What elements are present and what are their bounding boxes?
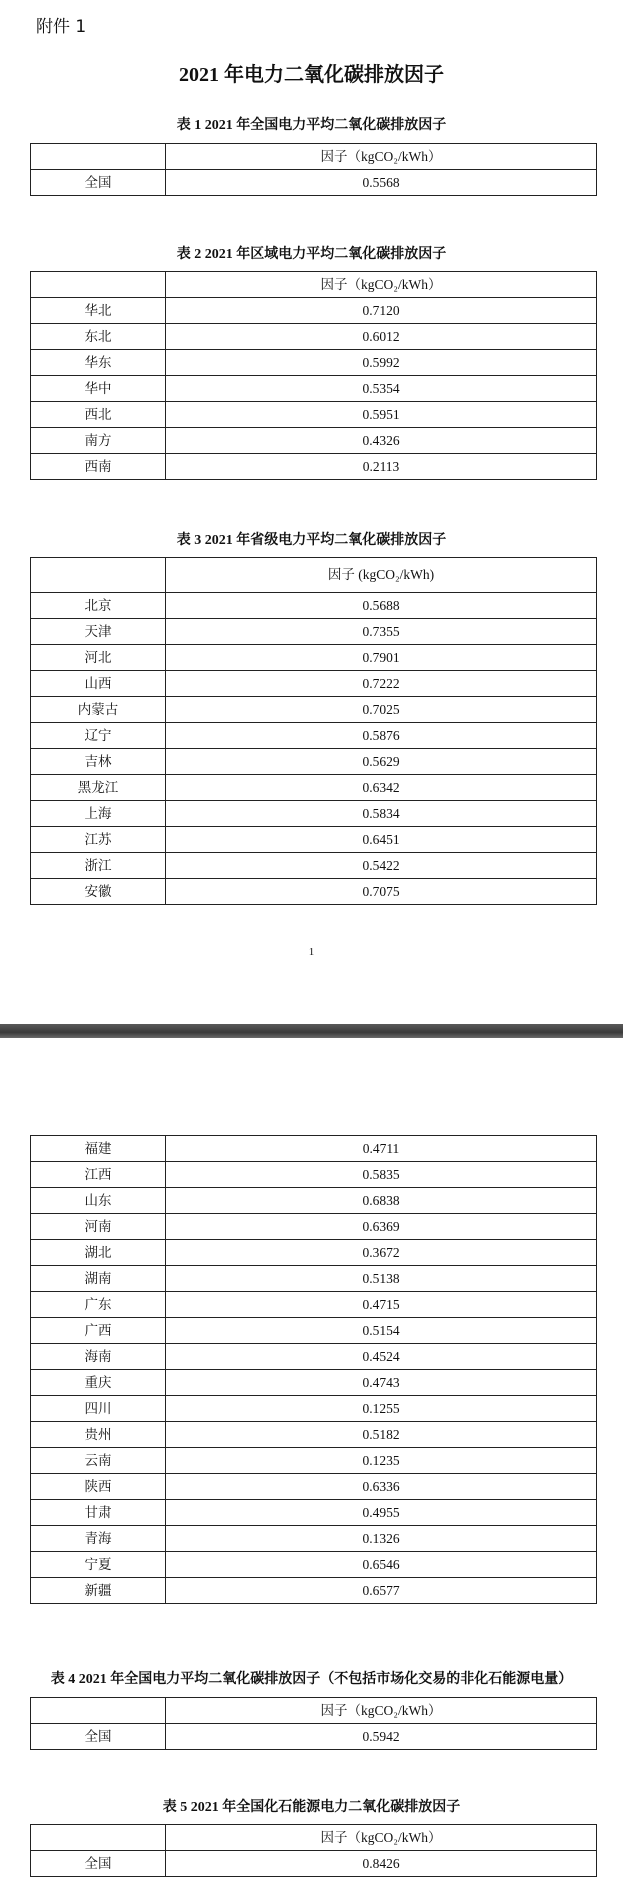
table-row (31, 402, 597, 428)
region-cell: 全国 (31, 1724, 166, 1750)
table-row (31, 879, 597, 905)
region-cell: 江西 (31, 1162, 166, 1188)
factor-value-cell: 0.4955 (166, 1500, 597, 1526)
factor-value-cell: 0.7901 (166, 645, 597, 671)
region-cell: 西北 (31, 402, 166, 428)
header-unit-cell: 因子 (kgCO₂/kWh) (166, 558, 597, 593)
factor-value-cell: 0.1326 (166, 1526, 597, 1552)
table-row (31, 619, 597, 645)
factor-value-cell: 0.7025 (166, 697, 597, 723)
factor-value-cell: 0.4711 (166, 1136, 597, 1162)
page-number: 1 (308, 946, 315, 958)
factor-value-cell: 0.5992 (166, 350, 597, 376)
region-cell: 北京 (31, 593, 166, 619)
region-cell: 上海 (31, 801, 166, 827)
region-cell: 四川 (31, 1396, 166, 1422)
table-row (31, 1448, 597, 1474)
table-header-row (31, 272, 597, 298)
table-header-row (31, 144, 597, 170)
table-row (31, 454, 597, 480)
table-row (31, 1724, 597, 1750)
table4-caption: 表 4 2021 年全国电力平均二氧化碳排放因子（不包括市场化交易的非化石能源电量） (50, 1672, 573, 1687)
table-row (31, 1422, 597, 1448)
attachment-label: 附件 1 (36, 17, 87, 37)
factor-value-cell: 0.5629 (166, 749, 597, 775)
table-row (31, 697, 597, 723)
region-cell: 湖南 (31, 1266, 166, 1292)
table-row (31, 1214, 597, 1240)
table-row (31, 1396, 597, 1422)
factor-value-cell: 0.5834 (166, 801, 597, 827)
region-cell: 新疆 (31, 1578, 166, 1604)
region-cell: 江苏 (31, 827, 166, 853)
table-row (31, 1266, 597, 1292)
region-cell: 青海 (31, 1526, 166, 1552)
region-cell: 黑龙江 (31, 775, 166, 801)
factor-value-cell: 0.7355 (166, 619, 597, 645)
header-blank-cell (31, 1698, 166, 1724)
factor-value-cell: 0.5138 (166, 1266, 597, 1292)
factor-value-cell: 0.1235 (166, 1448, 597, 1474)
table-header-row (31, 1825, 597, 1851)
table-row (31, 749, 597, 775)
factor-value-cell: 0.4326 (166, 428, 597, 454)
region-cell: 山东 (31, 1188, 166, 1214)
header-unit-cell: 因子（kgCO₂/kWh） (166, 1698, 597, 1724)
header-unit-cell: 因子（kgCO₂/kWh） (166, 144, 597, 170)
region-cell: 浙江 (31, 853, 166, 879)
region-cell: 甘肃 (31, 1500, 166, 1526)
table5 (30, 1824, 597, 1877)
region-cell: 全国 (31, 170, 166, 196)
table1-caption: 表 1 2021 年全国电力平均二氧化碳排放因子 (176, 118, 447, 133)
region-cell: 海南 (31, 1344, 166, 1370)
header-unit-cell: 因子（kgCO₂/kWh） (166, 1825, 597, 1851)
factor-value-cell: 0.6369 (166, 1214, 597, 1240)
table-row (31, 1188, 597, 1214)
region-cell: 山西 (31, 671, 166, 697)
region-cell: 天津 (31, 619, 166, 645)
table-row (31, 1500, 597, 1526)
table-header-row (31, 558, 597, 593)
factor-value-cell: 0.5154 (166, 1318, 597, 1344)
table-row (31, 1318, 597, 1344)
region-cell: 华北 (31, 298, 166, 324)
factor-value-cell: 0.2113 (166, 454, 597, 480)
table-row (31, 376, 597, 402)
table-row (31, 645, 597, 671)
table-row (31, 1370, 597, 1396)
page-separator (0, 1024, 623, 1038)
table-row (31, 428, 597, 454)
factor-value-cell: 0.6838 (166, 1188, 597, 1214)
region-cell: 华东 (31, 350, 166, 376)
table-row (31, 801, 597, 827)
table-row (31, 1526, 597, 1552)
header-blank-cell (31, 144, 166, 170)
factor-value-cell: 0.7075 (166, 879, 597, 905)
factor-value-cell: 0.5354 (166, 376, 597, 402)
region-cell: 吉林 (31, 749, 166, 775)
factor-value-cell: 0.3672 (166, 1240, 597, 1266)
table-row (31, 775, 597, 801)
table-row (31, 827, 597, 853)
table-row (31, 671, 597, 697)
table-header-row (31, 1698, 597, 1724)
region-cell: 内蒙古 (31, 697, 166, 723)
factor-value-cell: 0.7120 (166, 298, 597, 324)
table-row (31, 324, 597, 350)
region-cell: 东北 (31, 324, 166, 350)
factor-value-cell: 0.1255 (166, 1396, 597, 1422)
region-cell: 云南 (31, 1448, 166, 1474)
factor-value-cell: 0.5876 (166, 723, 597, 749)
table-row (31, 298, 597, 324)
factor-value-cell: 0.6451 (166, 827, 597, 853)
factor-value-cell: 0.7222 (166, 671, 597, 697)
header-blank-cell (31, 558, 166, 593)
factor-value-cell: 0.5568 (166, 170, 597, 196)
page-title: 2021 年电力二氧化碳排放因子 (179, 64, 444, 86)
table-row (31, 170, 597, 196)
factor-value-cell: 0.4743 (166, 1370, 597, 1396)
table-row (31, 350, 597, 376)
factor-value-cell: 0.6342 (166, 775, 597, 801)
region-cell: 河北 (31, 645, 166, 671)
factor-value-cell: 0.6012 (166, 324, 597, 350)
table3-part1 (30, 557, 597, 905)
factor-value-cell: 0.5182 (166, 1422, 597, 1448)
table3-caption: 表 3 2021 年省级电力平均二氧化碳排放因子 (176, 533, 447, 548)
table1 (30, 143, 597, 196)
table3-part2 (30, 1135, 597, 1604)
region-cell: 安徽 (31, 879, 166, 905)
table-row (31, 1552, 597, 1578)
table-row (31, 723, 597, 749)
table-row (31, 593, 597, 619)
factor-value-cell: 0.6577 (166, 1578, 597, 1604)
region-cell: 西南 (31, 454, 166, 480)
table4 (30, 1697, 597, 1750)
region-cell: 湖北 (31, 1240, 166, 1266)
header-unit-cell: 因子（kgCO₂/kWh） (166, 272, 597, 298)
region-cell: 南方 (31, 428, 166, 454)
region-cell: 陕西 (31, 1474, 166, 1500)
region-cell: 辽宁 (31, 723, 166, 749)
region-cell: 河南 (31, 1214, 166, 1240)
region-cell: 福建 (31, 1136, 166, 1162)
region-cell: 重庆 (31, 1370, 166, 1396)
table-row (31, 1344, 597, 1370)
factor-value-cell: 0.4524 (166, 1344, 597, 1370)
table5-caption: 表 5 2021 年全国化石能源电力二氧化碳排放因子 (162, 1800, 461, 1815)
region-cell: 全国 (31, 1851, 166, 1877)
region-cell: 广西 (31, 1318, 166, 1344)
table-row (31, 853, 597, 879)
factor-value-cell: 0.5835 (166, 1162, 597, 1188)
factor-value-cell: 0.4715 (166, 1292, 597, 1318)
table2-caption: 表 2 2021 年区域电力平均二氧化碳排放因子 (176, 247, 447, 262)
table-row (31, 1136, 597, 1162)
header-blank-cell (31, 1825, 166, 1851)
factor-value-cell: 0.8426 (166, 1851, 597, 1877)
header-blank-cell (31, 272, 166, 298)
region-cell: 贵州 (31, 1422, 166, 1448)
table2 (30, 271, 597, 480)
table-row (31, 1578, 597, 1604)
table-row (31, 1474, 597, 1500)
region-cell: 华中 (31, 376, 166, 402)
table-row (31, 1240, 597, 1266)
factor-value-cell: 0.5951 (166, 402, 597, 428)
factor-value-cell: 0.6336 (166, 1474, 597, 1500)
table-row (31, 1162, 597, 1188)
table-row (31, 1851, 597, 1877)
factor-value-cell: 0.5688 (166, 593, 597, 619)
factor-value-cell: 0.5942 (166, 1724, 597, 1750)
table-row (31, 1292, 597, 1318)
region-cell: 宁夏 (31, 1552, 166, 1578)
factor-value-cell: 0.6546 (166, 1552, 597, 1578)
factor-value-cell: 0.5422 (166, 853, 597, 879)
region-cell: 广东 (31, 1292, 166, 1318)
